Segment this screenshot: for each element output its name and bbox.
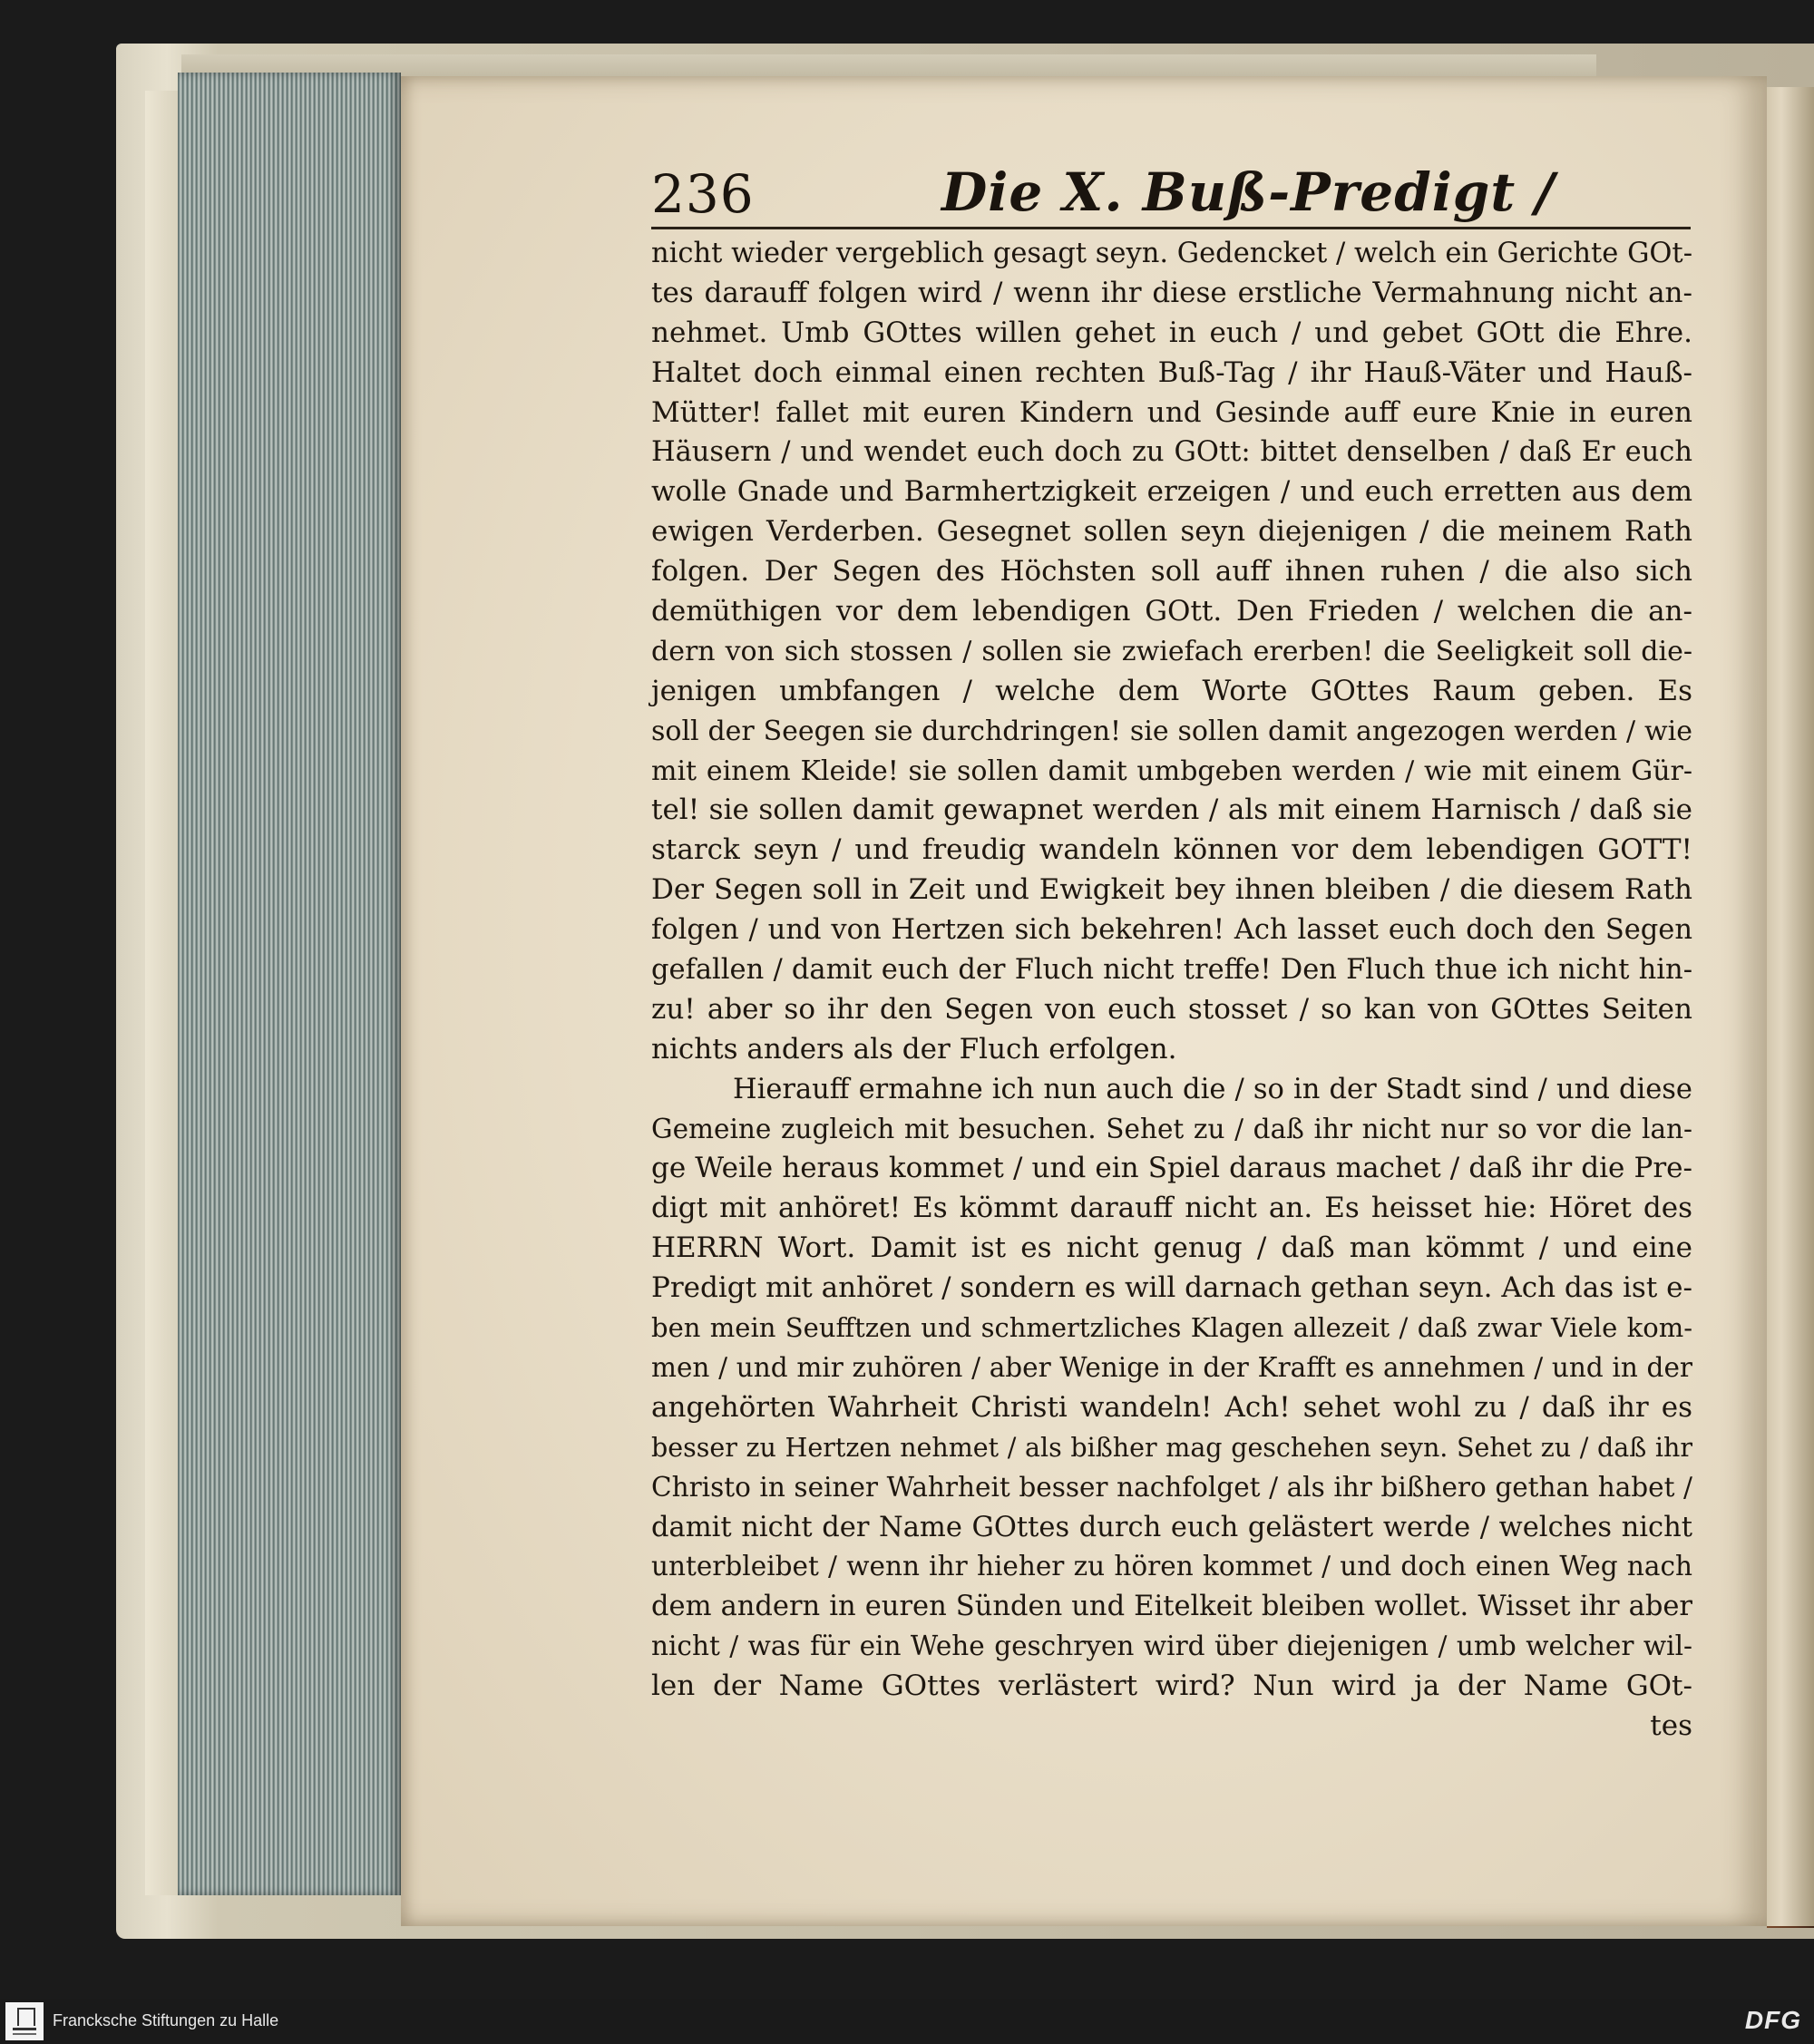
running-head <box>651 160 1685 232</box>
text-line: Der Segen soll in Zeit und Ewigkeit bey ihnen bleiben / die diesem Rath <box>651 873 1692 907</box>
text-line: angehörten Wahrheit Christi wandeln! Ach! sehet wohl zu / daß ihr es <box>651 1390 1692 1424</box>
text-line: Gemeine zugleich mit besuchen. Sehet zu / daß ihr nicht nur so vor die lan- <box>651 1113 1692 1144</box>
text-line: soll der Seegen sie durchdringen! sie sollen damit angezogen werden / wie <box>651 715 1692 747</box>
dfg-logo: DFG <box>1744 2006 1801 2034</box>
text-line: gefallen / damit euch der Fluch nicht treffe! Den Fluch thue ich nicht hin- <box>651 954 1692 987</box>
text-line: nehmet. Umb GOttes willen gehet in euch / und gebet GOtt die Ehre. <box>651 316 1692 349</box>
text-line: wolle Gnade und Barmhertzigkeit erzeigen / und euch erretten aus dem <box>651 475 1692 509</box>
text-line: besser zu Hertzen nehmet / als bißher mag geschehen seyn. Sehet zu / daß ihr <box>651 1432 1692 1463</box>
head-rule <box>651 227 1691 229</box>
text-line: ben mein Seufftzen und schmertzliches Klagen allezeit / daß zwar Viele kom- <box>651 1312 1692 1344</box>
text-line: men / und mir zuhören / aber Wenige in der Krafft es annehmen / und in der <box>651 1351 1692 1383</box>
text-line: Predigt mit anhöret / sondern es will darnach gethan seyn. Ach das ist e- <box>651 1271 1692 1305</box>
institution-logo-icon <box>5 2002 44 2040</box>
text-line: len der Name GOttes verlästert wird? Nun wird ja der Name GOt- <box>651 1669 1692 1703</box>
text-line: ge Weile heraus kommet / und ein Spiel daraus machet / daß ihr die Pre- <box>651 1152 1692 1185</box>
text-line: mit einem Kleide! sie sollen damit umbgeben werden / wie mit einem Gür- <box>651 754 1692 787</box>
text-line: tes darauff folgen wird / wenn ihr diese erstliche Vermahnung nicht an- <box>651 276 1692 309</box>
paragraph-end-line: nichts anders als der Fluch erfolgen. <box>651 1032 1177 1066</box>
body-text <box>651 234 1692 1747</box>
text-line: folgen. Der Segen des Höchsten soll auff ihnen ruhen / die also sich <box>651 555 1692 589</box>
text-line: dern von sich stossen / sollen sie zwiefach ererben! die Seeligkeit soll die- <box>651 635 1692 667</box>
text-line: unterbleibet / wenn ihr hieher zu hören kommet / und doch einen Weg nach <box>651 1551 1692 1582</box>
page-block-edge <box>145 91 181 1895</box>
text-line: nicht / was für ein Wehe geschryen wird über diejenigen / umb welcher wil- <box>651 1630 1692 1662</box>
text-line: folgen / und von Hertzen sich bekehren! Ach lasset euch doch den Segen <box>651 914 1692 947</box>
text-line: Häusern / und wendet euch doch zu GOtt: bittet denselben / daß Er euch <box>651 436 1692 469</box>
gutter <box>1760 87 1814 1926</box>
text-line: damit nicht der Name GOttes durch euch gelästert werde / welches nicht <box>651 1511 1692 1543</box>
text-line: demüthigen vor dem lebendigen GOtt. Den Frieden / welchen die an- <box>651 595 1692 628</box>
page-block-fore-edge <box>178 73 401 1895</box>
institution-name: Francksche Stiftungen zu Halle <box>53 2011 279 2029</box>
text-line: tel! sie sollen damit gewapnet werden / als mit einem Harnisch / daß sie <box>651 793 1692 827</box>
text-line: HERRN Wort. Damit ist es nicht genug / daß man kömmt / und eine <box>651 1231 1692 1265</box>
catchword: tes <box>1650 1708 1692 1742</box>
text-line: starck seyn / und freudig wandeln können vor dem lebendigen GOTT! <box>651 833 1692 867</box>
text-line: Christo in seiner Wahrheit besser nachfolget / als ihr bißhero gethan habet / <box>651 1471 1692 1503</box>
text-line: nicht wieder vergeblich gesagt seyn. Gedencket / welch ein Gerichte GOt- <box>651 238 1692 269</box>
text-line: Haltet doch einmal einen rechten Buß-Tag / ihr Hauß-Väter und Hauß- <box>651 355 1692 389</box>
text-line: dem andern in euren Sünden und Eitelkeit bleiben wollet. Wisset ihr aber <box>651 1591 1692 1623</box>
text-line: jenigen umbfangen / welche dem Worte GOttes Raum geben. Es <box>651 674 1692 707</box>
page-number: 236 <box>651 163 755 225</box>
text-line: digt mit anhöret! Es kömmt darauff nicht an. Es heisset hie: Höret des <box>651 1192 1692 1225</box>
running-title: Die X. Buß-Predigt / <box>941 161 1556 223</box>
text-line: Mütter! fallet mit euren Kindern und Gesinde auff eure Knie in euren <box>651 395 1692 429</box>
paragraph-start-line: Hierauff ermahne ich nun auch die / so in der Stadt sind / und diese <box>733 1073 1692 1105</box>
text-line: zu! aber so ihr den Segen von euch stosset / so kan von GOttes Seiten <box>651 992 1692 1026</box>
viewer-footer <box>0 1999 1814 2044</box>
text-line: ewigen Verderben. Gesegnet sollen seyn diejenigen / die meinem Rath <box>651 515 1692 549</box>
